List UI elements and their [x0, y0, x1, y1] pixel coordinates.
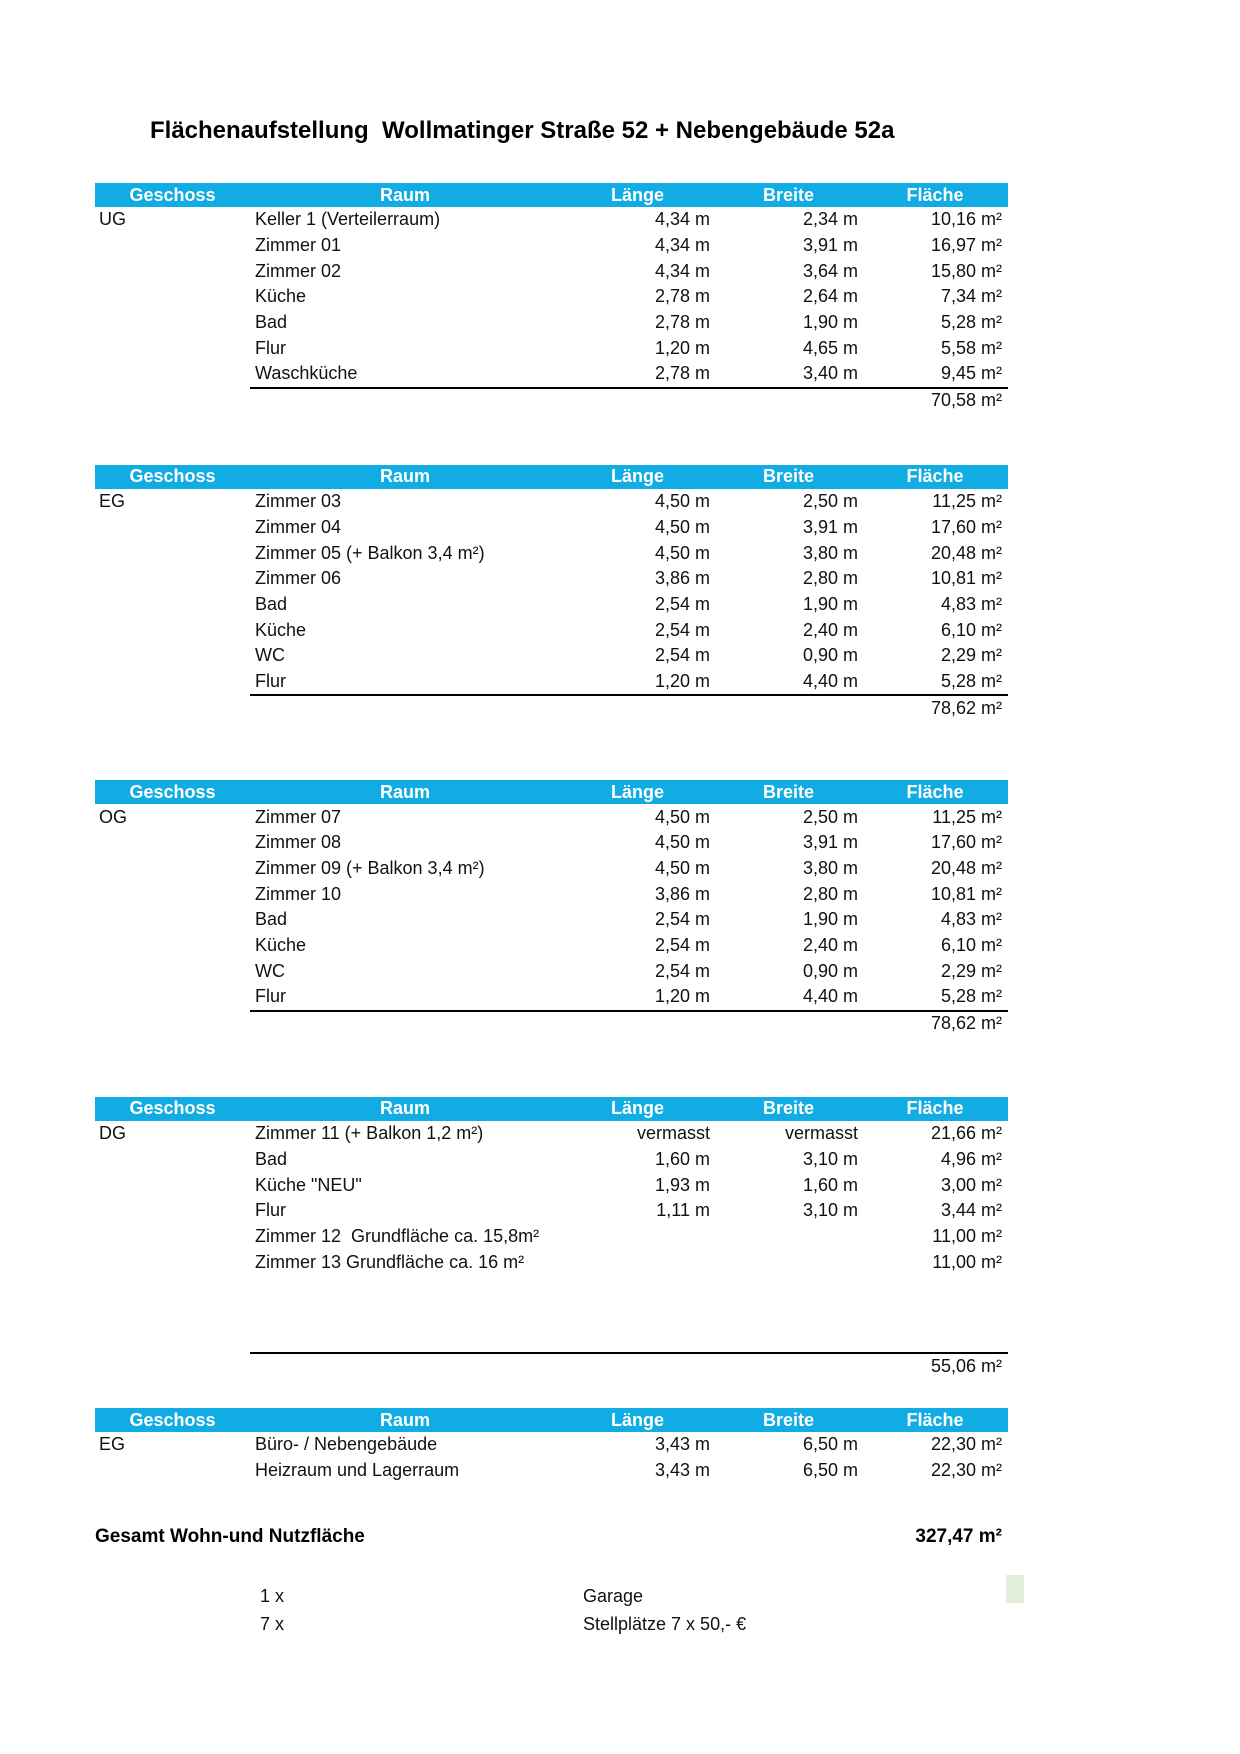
- table-row: [95, 1224, 1008, 1250]
- length-cell: 1,11 m: [656, 1200, 710, 1221]
- room-cell: Küche "NEU": [255, 1174, 362, 1195]
- empty-row: [95, 1301, 1008, 1327]
- length-cell: 4,50 m: [654, 516, 710, 537]
- length-cell: 2,78 m: [654, 286, 710, 307]
- width-cell: 1,60 m: [802, 1174, 858, 1195]
- column-header-c1: Geschoss: [129, 466, 216, 487]
- column-header-c5: Fläche: [906, 1409, 964, 1430]
- width-cell: vermasst: [784, 1123, 858, 1144]
- length-cell: 4,50 m: [654, 858, 710, 879]
- area-cell: 11,00 m²: [932, 1251, 1002, 1272]
- section-total-value: 78,62 m²: [930, 1013, 1002, 1034]
- width-cell: 2,50 m: [802, 806, 858, 827]
- grand-total-row: [95, 1523, 1008, 1551]
- column-header-c5: Fläche: [906, 1098, 964, 1119]
- floor-cell: EG: [99, 491, 126, 512]
- length-cell: 2,54 m: [654, 645, 710, 666]
- width-cell: 4,40 m: [802, 670, 858, 691]
- table-row: [95, 566, 1008, 592]
- length-cell: 2,54 m: [654, 909, 710, 930]
- width-cell: 3,40 m: [802, 363, 858, 384]
- room-cell: Zimmer 05 (+ Balkon 3,4 m²): [255, 542, 485, 563]
- column-header-c2: Raum: [379, 184, 430, 205]
- length-cell: 2,54 m: [654, 935, 710, 956]
- section-header-row: [95, 465, 1008, 489]
- section-total-value: 78,62 m²: [930, 697, 1002, 718]
- floor-section-ug-0: [95, 183, 1008, 413]
- width-cell: 2,50 m: [802, 491, 858, 512]
- length-cell: 4,34 m: [654, 260, 710, 281]
- room-cell: Büro- / Nebengebäude: [255, 1434, 438, 1455]
- floor-cell: EG: [99, 1434, 126, 1455]
- length-cell: 3,86 m: [654, 568, 710, 589]
- table-row: [95, 1432, 1008, 1458]
- total-line: [250, 694, 1008, 720]
- room-cell: Bad: [255, 1148, 288, 1169]
- width-cell: 0,90 m: [802, 645, 858, 666]
- width-cell: 1,90 m: [802, 312, 858, 333]
- table-row: [95, 1458, 1008, 1484]
- table-row: [95, 540, 1008, 566]
- room-cell: Zimmer 10: [255, 883, 342, 904]
- table-row: [95, 1198, 1008, 1224]
- length-cell: 2,54 m: [654, 593, 710, 614]
- room-cell: Flur: [255, 670, 286, 691]
- room-cell: Küche: [255, 935, 307, 956]
- table-row: [95, 830, 1008, 856]
- table-row: [95, 643, 1008, 669]
- length-cell: 4,34 m: [654, 235, 710, 256]
- highlighted-empty-cell: [1006, 1575, 1024, 1603]
- total-line: [250, 1010, 1008, 1036]
- room-cell: Küche: [255, 619, 307, 640]
- floor-cell: OG: [99, 806, 128, 827]
- area-cell: 5,28 m²: [940, 312, 1002, 333]
- table-row: [95, 856, 1008, 882]
- width-cell: 2,40 m: [802, 619, 858, 640]
- length-cell: 4,50 m: [654, 806, 710, 827]
- width-cell: 2,34 m: [802, 209, 858, 230]
- section-total-row: [95, 1352, 1008, 1378]
- length-cell: 1,60 m: [654, 1148, 710, 1169]
- width-cell: 0,90 m: [802, 960, 858, 981]
- room-cell: WC: [255, 645, 285, 666]
- extra-description: Garage: [583, 1586, 644, 1607]
- column-header-c2: Raum: [379, 466, 430, 487]
- room-cell: Flur: [255, 1200, 286, 1221]
- table-row: [95, 958, 1008, 984]
- section-total-row: [95, 387, 1008, 413]
- width-cell: 3,10 m: [802, 1200, 858, 1221]
- width-cell: 6,50 m: [802, 1460, 858, 1481]
- column-header-c2: Raum: [379, 1098, 430, 1119]
- area-cell: 17,60 m²: [930, 516, 1002, 537]
- table-row: [95, 489, 1008, 515]
- section-total-value: 70,58 m²: [930, 390, 1002, 411]
- section-header-row: [95, 183, 1008, 207]
- column-header-c1: Geschoss: [129, 1098, 216, 1119]
- width-cell: 1,90 m: [802, 593, 858, 614]
- column-header-c4: Breite: [762, 781, 815, 802]
- room-cell: Keller 1 (Verteilerraum): [255, 209, 441, 230]
- column-header-c4: Breite: [762, 466, 815, 487]
- length-cell: 3,43 m: [654, 1460, 710, 1481]
- room-cell: WC: [255, 960, 285, 981]
- floor-cell-empty: [95, 1010, 250, 1036]
- section-header-row: [95, 1408, 1008, 1432]
- length-cell: 4,50 m: [654, 832, 710, 853]
- table-row: [95, 1147, 1008, 1173]
- table-row: [95, 361, 1008, 387]
- room-cell: Zimmer 12 Grundfläche ca. 15,8m²: [255, 1225, 540, 1246]
- floor-cell-empty: [95, 387, 250, 413]
- extra-description: Stellplätze 7 x 50,- €: [583, 1614, 747, 1635]
- section-total-value: 55,06 m²: [930, 1355, 1002, 1376]
- table-row: [95, 335, 1008, 361]
- room-cell: Zimmer 04: [255, 516, 342, 537]
- width-cell: 4,65 m: [802, 337, 858, 358]
- floor-cell: DG: [99, 1123, 126, 1144]
- grand-total-value: 327,47 m²: [915, 1526, 1002, 1548]
- room-cell: Zimmer 02: [255, 260, 342, 281]
- table-row: [95, 310, 1008, 336]
- length-cell: 2,54 m: [654, 619, 710, 640]
- width-cell: 3,91 m: [802, 516, 858, 537]
- area-cell: 7,34 m²: [940, 286, 1002, 307]
- width-cell: 3,80 m: [802, 858, 858, 879]
- length-cell: 1,20 m: [654, 670, 710, 691]
- column-header-c2: Raum: [379, 781, 430, 802]
- empty-row: [95, 1275, 1008, 1301]
- width-cell: 2,40 m: [802, 935, 858, 956]
- length-cell: vermasst: [636, 1123, 710, 1144]
- area-cell: 9,45 m²: [940, 363, 1002, 384]
- width-cell: 2,80 m: [802, 568, 858, 589]
- room-cell: Zimmer 13 Grundfläche ca. 16 m²: [255, 1251, 525, 1272]
- empty-row: [95, 1326, 1008, 1352]
- table-row: [95, 515, 1008, 541]
- table-row: [95, 207, 1008, 233]
- area-cell: 10,81 m²: [930, 568, 1002, 589]
- length-cell: 3,86 m: [654, 883, 710, 904]
- area-cell: 6,10 m²: [940, 935, 1002, 956]
- room-cell: Zimmer 11 (+ Balkon 1,2 m²): [255, 1123, 484, 1144]
- floor-cell: UG: [99, 209, 126, 230]
- table-row: [95, 617, 1008, 643]
- area-cell: 3,00 m²: [940, 1174, 1002, 1195]
- total-line: [250, 387, 1008, 413]
- table-row: [95, 258, 1008, 284]
- column-header-c5: Fläche: [906, 466, 964, 487]
- table-row: [95, 233, 1008, 259]
- length-cell: 4,50 m: [654, 491, 710, 512]
- area-cell: 10,81 m²: [930, 883, 1002, 904]
- floor-section-dg-3: [95, 1097, 1008, 1378]
- room-cell: Zimmer 07: [255, 806, 342, 827]
- column-header-c3: Länge: [610, 184, 664, 205]
- column-header-c1: Geschoss: [129, 781, 216, 802]
- width-cell: 2,80 m: [802, 883, 858, 904]
- column-header-c4: Breite: [762, 184, 815, 205]
- width-cell: 3,80 m: [802, 542, 858, 563]
- table-row: [95, 881, 1008, 907]
- extra-quantity: 1 x: [260, 1586, 285, 1607]
- room-cell: Waschküche: [255, 363, 358, 384]
- grand-total-label: Gesamt Wohn-und Nutzfläche: [95, 1526, 365, 1548]
- room-cell: Flur: [255, 986, 286, 1007]
- section-header-row: [95, 1097, 1008, 1121]
- floor-section-eg-1: [95, 465, 1008, 721]
- area-cell: 5,28 m²: [940, 670, 1002, 691]
- room-cell: Bad: [255, 593, 288, 614]
- floor-section-og-2: [95, 780, 1008, 1036]
- length-cell: 2,78 m: [654, 363, 710, 384]
- table-row: [95, 984, 1008, 1010]
- length-cell: 2,78 m: [654, 312, 710, 333]
- table-row: [95, 907, 1008, 933]
- area-cell: 4,96 m²: [940, 1148, 1002, 1169]
- area-table: [95, 183, 1008, 1639]
- floor-section-eg-4: [95, 1408, 1008, 1483]
- width-cell: 3,91 m: [802, 235, 858, 256]
- floor-cell-empty: [95, 694, 250, 720]
- area-cell: 16,97 m²: [930, 235, 1002, 256]
- column-header-c1: Geschoss: [129, 184, 216, 205]
- floor-cell-empty: [95, 1352, 250, 1378]
- table-row: [95, 804, 1008, 830]
- area-cell: 22,30 m²: [930, 1460, 1002, 1481]
- area-cell: 11,25 m²: [932, 491, 1002, 512]
- room-cell: Küche: [255, 286, 307, 307]
- table-row: [95, 933, 1008, 959]
- room-cell: Zimmer 08: [255, 832, 342, 853]
- table-sections: [95, 183, 1008, 1483]
- width-cell: 4,40 m: [802, 986, 858, 1007]
- area-cell: 4,83 m²: [940, 593, 1002, 614]
- width-cell: 3,91 m: [802, 832, 858, 853]
- length-cell: 4,50 m: [654, 542, 710, 563]
- column-header-c5: Fläche: [906, 781, 964, 802]
- area-cell: 20,48 m²: [930, 542, 1002, 563]
- column-header-c5: Fläche: [906, 184, 964, 205]
- room-cell: Zimmer 03: [255, 491, 342, 512]
- column-header-c2: Raum: [379, 1409, 430, 1430]
- area-cell: 17,60 m²: [930, 832, 1002, 853]
- width-cell: 2,64 m: [802, 286, 858, 307]
- column-header-c3: Länge: [610, 1409, 664, 1430]
- room-cell: Bad: [255, 909, 288, 930]
- area-cell: 2,29 m²: [940, 645, 1002, 666]
- area-cell: 3,44 m²: [940, 1200, 1002, 1221]
- column-header-c3: Länge: [610, 466, 664, 487]
- table-row: [95, 284, 1008, 310]
- length-cell: 1,20 m: [654, 337, 710, 358]
- column-header-c3: Länge: [610, 781, 664, 802]
- length-cell: 2,54 m: [654, 960, 710, 981]
- width-cell: 3,10 m: [802, 1148, 858, 1169]
- length-cell: 1,93 m: [654, 1174, 710, 1195]
- width-cell: 1,90 m: [802, 909, 858, 930]
- area-cell: 10,16 m²: [930, 209, 1002, 230]
- area-cell: 21,66 m²: [930, 1123, 1002, 1144]
- area-cell: 2,29 m²: [940, 960, 1002, 981]
- section-header-row: [95, 780, 1008, 804]
- table-row: [95, 592, 1008, 618]
- extra-row-garage: [95, 1583, 1008, 1611]
- length-cell: 1,20 m: [654, 986, 710, 1007]
- section-total-row: [95, 694, 1008, 720]
- area-cell: 11,25 m²: [932, 806, 1002, 827]
- length-cell: 4,34 m: [654, 209, 710, 230]
- room-cell: Heizraum und Lagerraum: [255, 1460, 460, 1481]
- area-cell: 5,28 m²: [940, 986, 1002, 1007]
- area-cell: 6,10 m²: [940, 619, 1002, 640]
- column-header-c4: Breite: [762, 1409, 815, 1430]
- width-cell: 3,64 m: [802, 260, 858, 281]
- table-row: [95, 669, 1008, 695]
- total-line: [250, 1352, 1008, 1378]
- area-cell: 20,48 m²: [930, 858, 1002, 879]
- column-header-c1: Geschoss: [129, 1409, 216, 1430]
- extra-quantity: 7 x: [260, 1614, 285, 1635]
- area-cell: 15,80 m²: [930, 260, 1002, 281]
- area-cell: 11,00 m²: [932, 1225, 1002, 1246]
- room-cell: Bad: [255, 312, 288, 333]
- area-cell: 4,83 m²: [940, 909, 1002, 930]
- column-header-c3: Länge: [610, 1098, 664, 1119]
- extra-row-stellplaetze: [95, 1611, 1008, 1639]
- column-header-c4: Breite: [762, 1098, 815, 1119]
- table-row: [95, 1172, 1008, 1198]
- room-cell: Zimmer 06: [255, 568, 342, 589]
- room-cell: Flur: [255, 337, 286, 358]
- room-cell: Zimmer 01: [255, 235, 342, 256]
- table-row: [95, 1121, 1008, 1147]
- room-cell: Zimmer 09 (+ Balkon 3,4 m²): [255, 858, 485, 879]
- area-cell: 5,58 m²: [940, 337, 1002, 358]
- width-cell: 6,50 m: [802, 1434, 858, 1455]
- area-cell: 22,30 m²: [930, 1434, 1002, 1455]
- table-row: [95, 1249, 1008, 1275]
- section-total-row: [95, 1010, 1008, 1036]
- length-cell: 3,43 m: [654, 1434, 710, 1455]
- page-title: Flächenaufstellung Wollmatinger Straße 52 + Nebengebäude 52a: [150, 117, 895, 144]
